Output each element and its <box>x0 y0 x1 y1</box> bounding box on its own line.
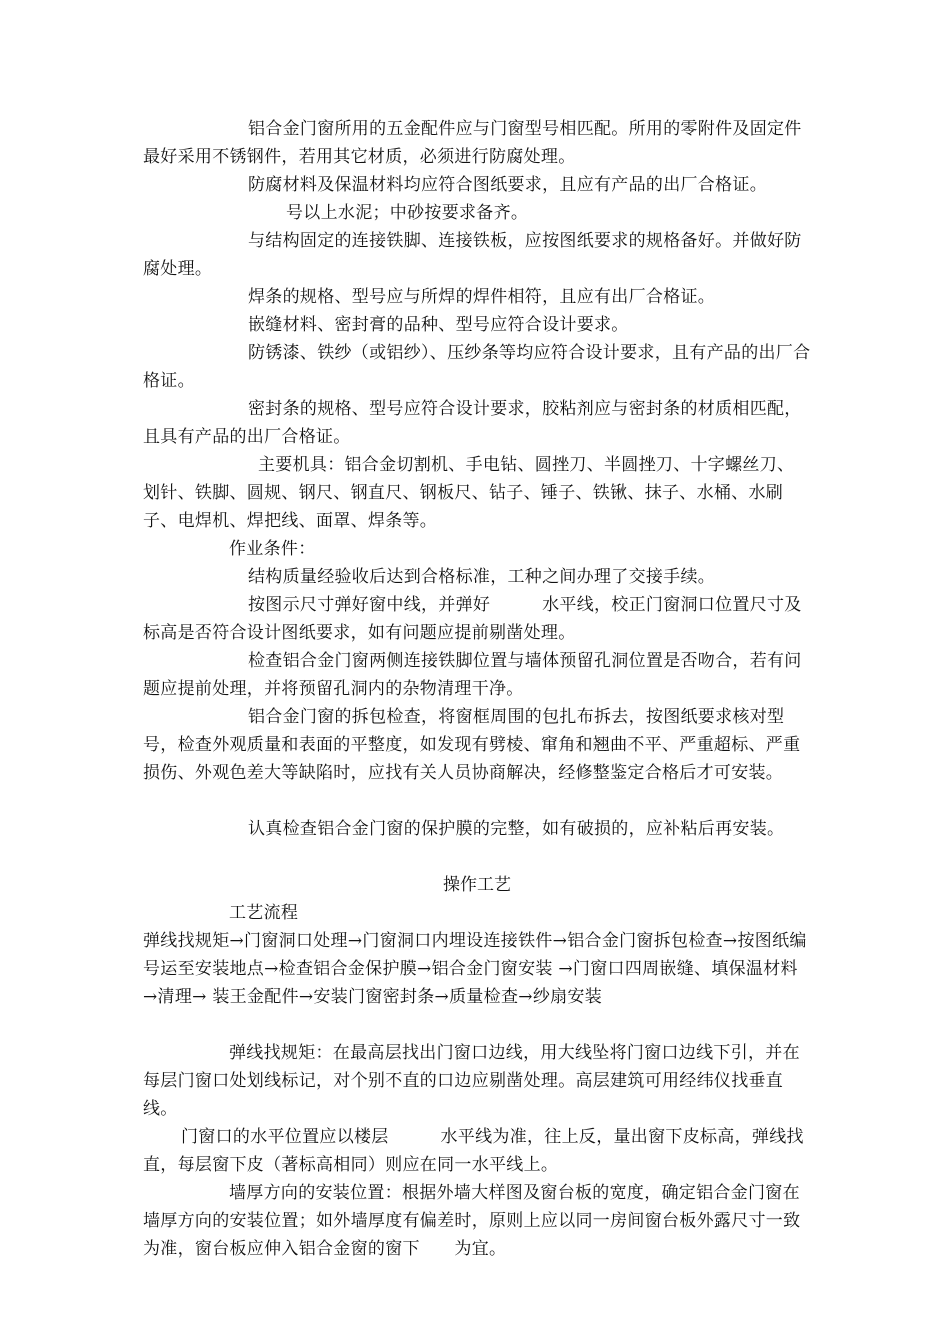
paragraph-work-conditions-heading: 作业条件： <box>229 539 316 559</box>
paragraph-structure-quality: 结构质量经验收后达到合格标准，工种之间办理了交接手续。 <box>248 567 716 587</box>
paragraph-protective-film: 认真检查铝合金门窗的保护膜的完整，如有破损的，应补粘后再安装。 <box>248 819 785 839</box>
paragraph-welding-rods: 焊条的规格、型号应与所焊的焊件相符，且应有出厂合格证。 <box>248 287 716 307</box>
paragraph-cement: 号以上水泥；中砂按要求备齐。 <box>286 203 529 223</box>
section-heading-operation: 操作工艺 <box>443 875 511 895</box>
paragraph-sealing-strip: 密封条的规格、型号应符合设计要求，胶粘剂应与密封条的材质相匹配，且具有产品的出厂合格证。 <box>143 399 802 447</box>
paragraph-horizontal-position: 门窗口的水平位置应以楼层 水平线为准，往上反，量出窗下皮标高，弹线找直，每层窗下皮（著标高相同）则应在同一水平线上。 <box>143 1127 804 1175</box>
paragraph-connectors: 与结构固定的连接铁脚、连接铁板，应按图纸要求的规格备好。并做好防腐处理。 <box>143 231 802 279</box>
paragraph-sealant: 嵌缝材料、密封膏的品种、型号应符合设计要求。 <box>248 315 629 335</box>
paragraph-hardware: 铝合金门窗所用的五金配件应与门窗型号相匹配。所用的零附件及固定件最好采用不锈钢件，若用其它材质，必须进行防腐处理。 <box>143 119 802 167</box>
paragraph-antirust: 防锈漆、铁纱（或铝纱）、压纱条等均应符合设计要求，且有产品的出厂合格证。 <box>143 343 811 391</box>
paragraph-wall-thickness: 墙厚方向的安装位置：根据外墙大样图及窗台板的宽度，确定铝合金门窗在墙厚方向的安装位置；如外墙厚度有偏差时，原则上应以同一房间窗台板外露尺寸一致为准，窗台板应伸入铝合金窗的窗下 为宜。 <box>143 1183 801 1259</box>
paragraph-anticorrosion: 防腐材料及保温材料均应符合图纸要求，且应有产品的出厂合格证。 <box>248 175 767 195</box>
paragraph-unpacking: 铝合金门窗的拆包检查，将窗框周围的包扎布拆去，按图纸要求核对型号，检查外观质量和表面的平整度，如发现有劈棱、窜角和翘曲不平、严重超标、严重损伤、外观色差大等缺陷时，应找有关人员协商解决，经修整鉴定合格后才可安装。 <box>143 707 801 783</box>
paragraph-tools: 主要机具：铝合金切割机、手电钻、圆挫刀、半圆挫刀、十字螺丝刀、划针、铁脚、圆规、钢尺、钢直尺、钢板尺、钻子、锤子、铁锹、抹子、水桶、水刷子、电焊机、焊把线、面罩、焊条等。 <box>143 455 795 531</box>
paragraph-process-flow: 弹线找规矩→门窗洞口处理→门窗洞口内埋设连接铁件→铝合金门窗拆包检查→按图纸编号运至安装地点→检查铝合金保护膜→铝合金门窗安装 →门窗口四周嵌缝、填保温材料→清理→ 装王金配件→安装门窗密封条→质量检查→纱扇安装 <box>143 931 807 1007</box>
paragraph-layout-lines: 弹线找规矩：在最高层找出门窗口边线，用大线坠将门窗口边线下引，并在每层门窗口处划线标记，对个别不直的口边应剔凿处理。高层建筑可用经纬仪找垂直线。 <box>143 1043 800 1119</box>
subheading-process-flow: 工艺流程 <box>229 903 299 923</box>
paragraph-check-anchors: 检查铝合金门窗两侧连接铁脚位置与墙体预留孔洞位置是否吻合，若有问题应提前处理，并将预留孔洞内的杂物清理干净。 <box>143 651 802 699</box>
paragraph-centerline: 按图示尺寸弹好窗中线，并弹好 水平线，校正门窗洞口位置尺寸及标高是否符合设计图纸要求，如有问题应提前剔凿处理。 <box>143 595 802 643</box>
